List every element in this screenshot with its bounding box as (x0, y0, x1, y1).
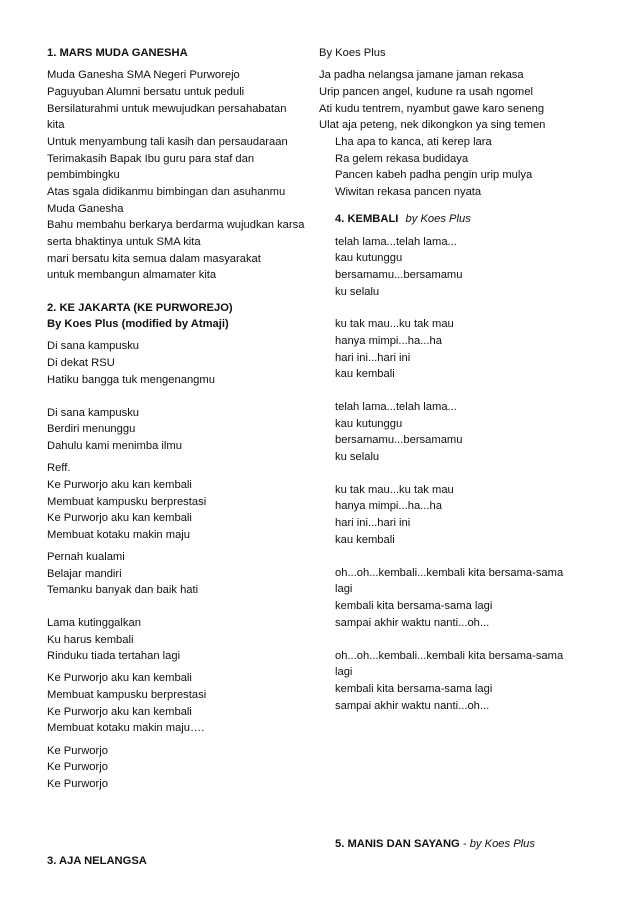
lyric-line: bersamamu...bersamamu (335, 434, 463, 446)
lyric-line: Ja padha nelangsa jamane jaman rekasa (319, 69, 524, 81)
lyric-line: Di dekat RSU (47, 357, 115, 369)
lyric-line: Ati kudu tentrem, nyambut gawe karo seneng (319, 103, 545, 115)
lyric-line: Ku harus kembali (47, 634, 134, 646)
lyric-line: kau kutunggu (335, 252, 403, 264)
lyric-line: Urip pancen angel, kudune ra usah ngomel (319, 86, 533, 98)
lyric-line: Belajar mandiri (47, 568, 122, 580)
lyric-line: ku tak mau...ku tak mau (335, 484, 454, 496)
lyric-line: Membuat kotaku makin maju…. (47, 722, 205, 734)
song-title-4 (335, 213, 471, 226)
lyric-line: untuk membangun almamater kita (47, 269, 217, 281)
lyric-line: Di sana kampusku (47, 340, 140, 352)
song-byline-3: By Koes Plus (319, 47, 386, 59)
lyric-line: ku tak mau...ku tak mau (335, 318, 454, 330)
lyric-line: oh...oh...kembali...kembali kita bersama-sama (335, 567, 564, 579)
lyric-line: telah lama...telah lama... (335, 236, 457, 248)
lyric-line: Untuk menyambung tali kasih dan persaudaraan (47, 136, 288, 148)
lyric-line: kembali kita bersama-sama lagi (335, 600, 493, 612)
lyric-line: Ke Purworjo (47, 778, 108, 790)
lyric-line: Pernah kualami (47, 551, 125, 563)
lyric-line: oh...oh...kembali...kembali kita bersama-sama (335, 650, 564, 662)
lyric-line: ku selalu (335, 286, 380, 298)
lyric-line: Membuat kampusku berprestasi (47, 689, 207, 701)
lyric-line: Temanku banyak dan baik hati (47, 584, 199, 596)
lyric-line: Berdiri menunggu (47, 423, 136, 435)
lyric-line: sampai akhir waktu nanti...oh... (335, 700, 490, 712)
lyric-line: hanya mimpi...ha...ha (335, 335, 442, 347)
song-by-4: by Koes Plus (405, 213, 471, 225)
lyric-line: Reff. (47, 462, 71, 474)
lyric-line: Ulat aja peteng, nek dikongkon ya sing temen (319, 119, 546, 131)
lyric-line: Dahulu kami menimba ilmu (47, 440, 182, 452)
lyric-line: Ke Purworjo (47, 745, 108, 757)
lyric-line: Ke Purworjo aku kan kembali (47, 706, 192, 718)
lyric-line: Atas sgala didikanmu bimbingan dan asuhanmu (47, 186, 286, 198)
lyric-line: Bersilaturahmi untuk mewujudkan persahabatan (47, 103, 287, 115)
lyric-line: Lha apa to kanca, ati kerep lara (335, 136, 492, 148)
lyric-line: Di sana kampusku (47, 407, 140, 419)
lyric-line: kita (47, 119, 65, 131)
lyric-line: pembimbingku (47, 169, 120, 181)
lyric-line: kembali kita bersama-sama lagi (335, 683, 493, 695)
lyric-line: bersamamu...bersamamu (335, 269, 463, 281)
lyric-line: Pancen kabeh padha pengin urip mulya (335, 169, 533, 181)
lyric-line: Muda Ganesha SMA Negeri Purworejo (47, 69, 240, 81)
lyric-line: Terimakasih Bapak Ibu guru para staf dan (47, 153, 255, 165)
song-title-5-text: 5. MANIS DAN SAYANG (335, 838, 460, 850)
lyric-line: Lama kutinggalkan (47, 617, 141, 629)
lyric-line: Muda Ganesha (47, 203, 124, 215)
lyric-line: serta bhaktinya untuk SMA kita (47, 236, 201, 248)
lyric-line: Rinduku tiada tertahan lagi (47, 650, 181, 662)
lyric-line: hari ini...hari ini (335, 352, 411, 364)
lyric-line: Wiwitan rekasa pancen nyata (335, 186, 482, 198)
lyric-line: lagi (335, 666, 353, 678)
song-by-5: - by Koes Plus (459, 838, 535, 850)
lyric-line: ku selalu (335, 451, 380, 463)
lyric-line: Membuat kotaku makin maju (47, 529, 191, 541)
song-title-3: 3. AJA NELANGSA (47, 855, 147, 867)
lyric-line: Membuat kampusku berprestasi (47, 496, 207, 508)
song-title-1: 1. MARS MUDA GANESHA (47, 47, 188, 59)
lyric-line: sampai akhir waktu nanti...oh... (335, 617, 490, 629)
song-title-5 (335, 838, 535, 851)
lyric-line: hanya mimpi...ha...ha (335, 500, 442, 512)
lyric-line: Ke Purworjo aku kan kembali (47, 512, 192, 524)
lyric-line: Ra gelem rekasa budidaya (335, 153, 469, 165)
lyric-line: Paguyuban Alumni bersatu untuk peduli (47, 86, 245, 98)
lyric-line: lagi (335, 583, 353, 595)
lyric-line: mari bersatu kita semua dalam masyarakat (47, 253, 261, 265)
lyric-line: kau kutunggu (335, 418, 403, 430)
lyric-line: telah lama...telah lama... (335, 401, 457, 413)
song-title-2: 2. KE JAKARTA (KE PURWOREJO) (47, 302, 233, 314)
song-title-4-text: 4. KEMBALI (335, 213, 399, 225)
lyric-line: hari ini...hari ini (335, 517, 411, 529)
lyric-line: Ke Purworjo (47, 761, 108, 773)
lyric-line: kau kembali (335, 534, 395, 546)
song-subtitle-2: By Koes Plus (modified by Atmaji) (47, 318, 229, 330)
lyric-line: Ke Purworjo aku kan kembali (47, 672, 192, 684)
lyric-line: Hatiku bangga tuk mengenangmu (47, 374, 215, 386)
lyric-line: Bahu membahu berkarya berdarma wujudkan karsa (47, 219, 305, 231)
lyric-line: Ke Purworjo aku kan kembali (47, 479, 192, 491)
lyric-line: kau kembali (335, 368, 395, 380)
